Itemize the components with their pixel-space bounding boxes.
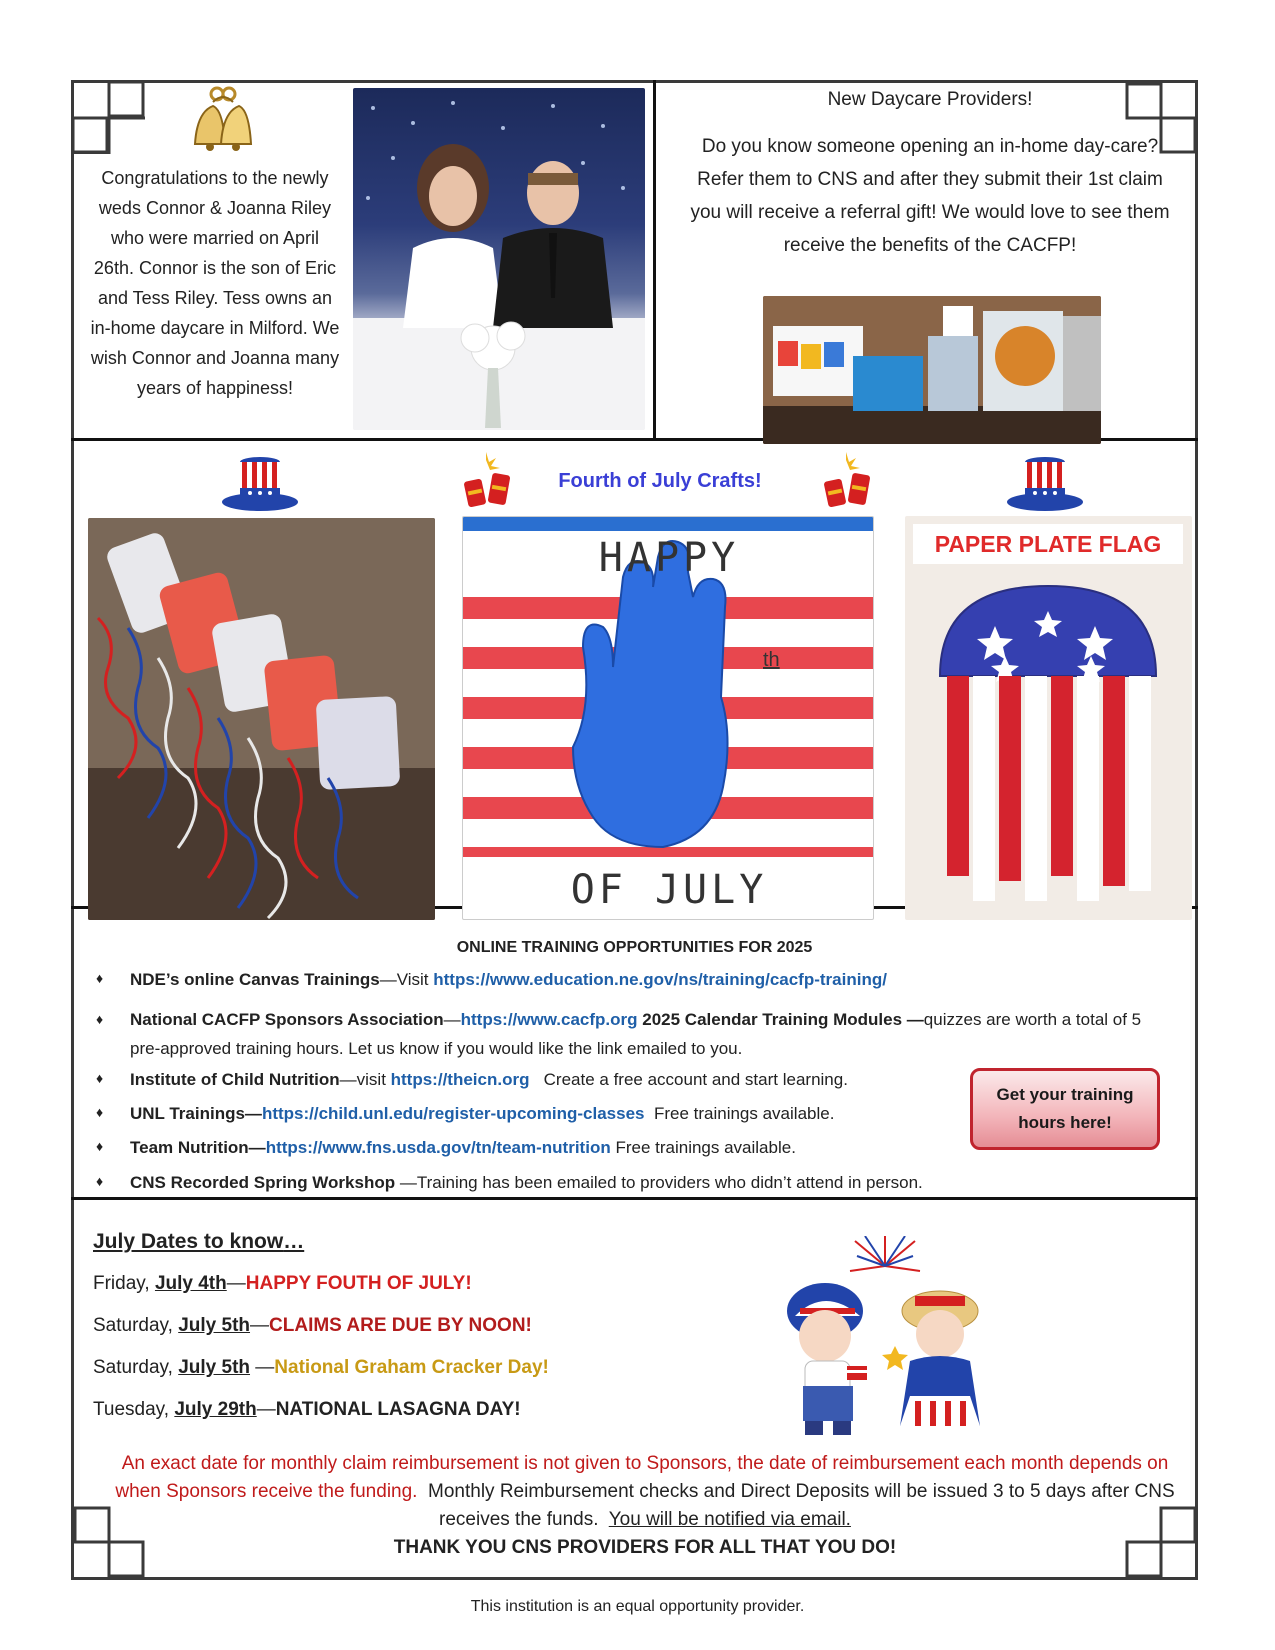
date-row — [93, 1357, 549, 1379]
training-description: Create a free account and start learning. — [529, 1070, 848, 1089]
get-training-hours-button[interactable]: Get your training hours here! — [970, 1068, 1160, 1150]
training-title: ONLINE TRAINING OPPORTUNITIES FOR 2025 — [456, 939, 813, 956]
bullet-diamond-icon: ♦ — [96, 1070, 104, 1086]
date-row — [93, 1273, 472, 1295]
date-event: NATIONAL LASAGNA DAY! — [275, 1399, 521, 1420]
equal-opportunity-footer: This institution is an equal opportunity provider. — [470, 1598, 805, 1615]
uncle-sam-hat-icon — [220, 454, 300, 512]
divider — [653, 80, 656, 438]
referral-gifts-photo — [763, 296, 1101, 444]
date-value: July 5th — [178, 1315, 251, 1336]
training-separator: —Visit — [379, 970, 434, 989]
date-separator: — — [250, 1315, 270, 1336]
handprint-happy-text: HAPPY — [598, 535, 740, 581]
training-name: National CACFP Sponsors Association — [130, 1010, 444, 1029]
date-row — [93, 1399, 521, 1421]
ribbon-tubes-craft-photo — [88, 518, 435, 920]
date-value: July 29th — [174, 1399, 257, 1420]
training-separator: — — [443, 1010, 461, 1029]
date-day: Friday, — [93, 1273, 155, 1294]
date-day: Saturday, — [93, 1315, 179, 1336]
team-nutrition-link[interactable]: https://www.fns.usda.gov/tn/team-nutrition — [265, 1138, 611, 1157]
training-name: CNS Recorded Spring Workshop — [130, 1173, 396, 1192]
wedding-couple-photo — [353, 88, 645, 430]
paper-plate-flag-craft-photo — [905, 516, 1192, 920]
date-event: National Graham Cracker Day! — [274, 1357, 549, 1378]
handprint-th-text: th — [763, 649, 780, 671]
training-name: Team Nutrition— — [130, 1138, 266, 1157]
date-day: Tuesday, — [93, 1399, 175, 1420]
training-modules-label: 2025 Calendar Training Modules — — [637, 1010, 924, 1029]
training-description: Free trainings available. — [610, 1138, 796, 1157]
crafts-title: Fourth of July Crafts! — [558, 470, 762, 492]
daycare-title: New Daycare Providers! — [827, 89, 1033, 110]
patriotic-kids-illustration-icon — [765, 1236, 1005, 1440]
firecracker-icon — [462, 452, 514, 512]
training-description: Training has been emailed to providers who didn’t attend in person. — [416, 1173, 923, 1192]
training-separator: — — [395, 1173, 417, 1192]
dates-title-ellipsis: … — [283, 1230, 305, 1253]
bullet-diamond-icon: ♦ — [96, 1011, 104, 1027]
date-separator: — — [250, 1357, 275, 1378]
date-row — [93, 1315, 532, 1337]
reimbursement-black-text: Monthly Reimbursement checks and Direct Deposits will be issued 3 to 5 days after CNS receives the funds. — [417, 1481, 1180, 1530]
date-value: July 4th — [154, 1273, 227, 1294]
wedding-bells-icon — [183, 84, 263, 156]
list-item — [90, 970, 1150, 990]
unl-classes-link[interactable]: https://child.unl.edu/register-upcoming-classes — [261, 1104, 645, 1123]
paper-plate-flag-label: PAPER PLATE FLAG — [913, 524, 1183, 564]
reimbursement-red-text: An exact date for monthly claim reimbursement is not given to Sponsors, the date of reimbursement each month depends on when Sponsors receive the funding. — [115, 1453, 1169, 1502]
reimbursement-notice — [110, 1450, 1180, 1562]
bullet-diamond-icon: ♦ — [96, 970, 104, 986]
training-separator: —visit — [339, 1070, 391, 1089]
training-description: Free trainings available. — [644, 1104, 835, 1123]
bullet-diamond-icon: ♦ — [96, 1104, 104, 1120]
bullet-diamond-icon: ♦ — [96, 1138, 104, 1154]
thank-you-text: THANK YOU CNS PROVIDERS FOR ALL THAT YOU DO! — [393, 1537, 897, 1558]
bullet-diamond-icon: ♦ — [96, 1173, 104, 1189]
training-name: NDE’s online Canvas Trainings — [130, 970, 380, 989]
dates-title — [93, 1230, 304, 1254]
daycare-referral-text: Do you know someone opening an in-home day-care? Refer them to CNS and after they submit their 1st claim you will receive a referral gift! We would love to see them receive the benefits of the CACFP! — [690, 136, 1170, 256]
firecracker-icon — [822, 452, 874, 512]
nde-training-link[interactable]: https://www.education.ne.gov/ns/training/cacfp-training/ — [433, 970, 887, 989]
list-item — [90, 1005, 1150, 1063]
uncle-sam-hat-icon — [1005, 454, 1085, 512]
training-name: Institute of Child Nutrition — [130, 1070, 340, 1089]
date-event: HAPPY FOUTH OF JULY! — [245, 1273, 472, 1294]
handprint-craft-photo — [462, 516, 874, 920]
date-value: July 5th — [178, 1357, 251, 1378]
training-name: UNL Trainings— — [130, 1104, 262, 1123]
corner-ornament-icon — [73, 82, 145, 154]
list-item — [90, 1173, 1150, 1193]
training-description: quizzes are worth a total of 5 pre-approved training hours. Let us know if you would like the link emailed to you. — [130, 1010, 1142, 1058]
theicn-link[interactable]: https://theicn.org — [390, 1070, 530, 1089]
notified-via-email-text: You will be notified via email. — [608, 1509, 851, 1530]
date-separator: — — [226, 1273, 246, 1294]
date-day: Saturday, — [93, 1357, 179, 1378]
date-event: CLAIMS ARE DUE BY NOON! — [269, 1315, 532, 1336]
date-separator: — — [256, 1399, 276, 1420]
dates-title-text: July Dates to know — [93, 1230, 284, 1253]
divider — [71, 1197, 1198, 1200]
handprint-of-july-text: OF JULY — [570, 867, 768, 913]
wedding-announcement: Congratulations to the newly weds Connor & Joanna Riley who were married on April 26th. Connor is the son of Eric and Tess Riley. Tess owns an in-home daycare in Milford. We wish Connor and Joanna many years of happiness! — [90, 168, 340, 398]
cacfp-org-link[interactable]: https://www.cacfp.org — [460, 1010, 638, 1029]
